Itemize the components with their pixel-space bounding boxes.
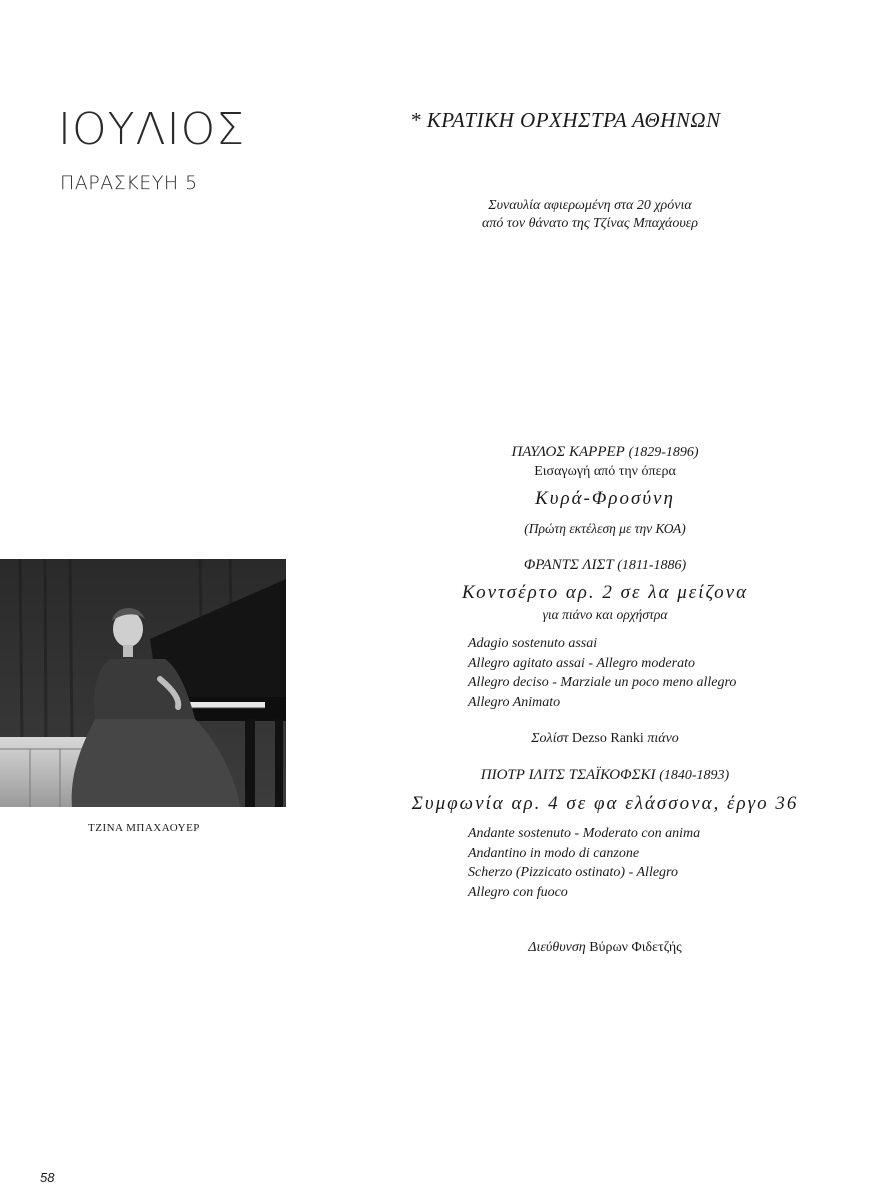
movement: Andante sostenuto - Moderato con anima	[468, 826, 701, 841]
piece2-subtitle: για πιάνο και ορχήστρα	[542, 607, 668, 622]
piece1-composer-name: ΠΑΥΛΟΣ ΚΑΡΡΕΡ	[511, 444, 625, 460]
piece2-composer-years: (1811-1886)	[617, 558, 687, 573]
piece1-subtitle: Εισαγωγή από την όπερα	[534, 464, 676, 479]
month-heading: ΙΟΥΛΙΟΣ	[58, 104, 245, 155]
piece2-movements	[468, 634, 736, 712]
pianist-photo-drawing	[0, 559, 286, 807]
piece3-composer-years: (1840-1893)	[659, 768, 730, 783]
piece3-title: Συμφωνία αρ. 4 σε φα ελάσσονα, έργο 36	[411, 793, 799, 814]
soloist-name: Dezso Ranki	[571, 731, 644, 746]
conductor-prefix: Διεύθυνση	[528, 940, 586, 955]
dedication-line-1: Συναυλία αφιερωμένη στα 20 χρόνια	[488, 198, 692, 213]
piece2-composer	[380, 557, 830, 574]
movement: Scherzo (Pizzicato ostinato) - Allegro	[468, 865, 678, 880]
orchestra-title: * ΚΡΑΤΙΚΗ ΟΡΧΗΣΤΡΑ ΑΘΗΝΩΝ	[410, 108, 721, 132]
movement: Adagio sostenuto assai	[468, 636, 598, 651]
piece1-note: (Πρώτη εκτέλεση με την ΚΟΑ)	[524, 521, 686, 536]
soloist-prefix: Σολίστ	[531, 731, 569, 746]
photo-caption: ΤΖΙΝΑ ΜΠΑΧΑΟΥΕΡ	[88, 822, 200, 834]
conductor-line	[380, 940, 830, 956]
piece2-composer-name: ΦΡΑΝΤΣ ΛΙΣΤ	[523, 557, 614, 573]
pianist-photo	[0, 559, 286, 807]
movement: Allegro deciso - Marziale un poco meno allegro	[468, 675, 737, 690]
soloist-instrument: πιάνο	[647, 731, 679, 746]
day-heading: ΠΑΡΑΣΚΕΥΗ 5	[60, 172, 198, 194]
conductor-name: Βύρων Φιδετζής	[589, 940, 682, 955]
piece3-composer-name: ΠΙΟΤΡ ΙΛΙΤΣ ΤΣΑΪΚΟΦΣΚΙ	[480, 767, 656, 783]
piece3-movements	[468, 824, 700, 902]
movement: Allegro Animato	[468, 694, 561, 710]
piece1-composer	[380, 444, 830, 461]
movement: Allegro con fuoco	[468, 884, 568, 900]
dedication-line-2: από τον θάνατο της Τζίνας Μπαχάουερ	[481, 216, 698, 231]
piece3-composer	[380, 767, 830, 784]
soloist-line	[380, 731, 830, 747]
movement: Andantino in modo di canzone	[468, 845, 640, 861]
piece2-title: Κοντσέρτο αρ. 2 σε λα μείζονα	[461, 582, 749, 603]
movement: Allegro agitato assai - Allegro moderato	[468, 655, 695, 671]
piece1-composer-years: (1829-1896)	[628, 445, 699, 460]
page-number: 58	[40, 1170, 55, 1185]
piece1-title: Κυρά-Φροσύνη	[535, 488, 675, 509]
